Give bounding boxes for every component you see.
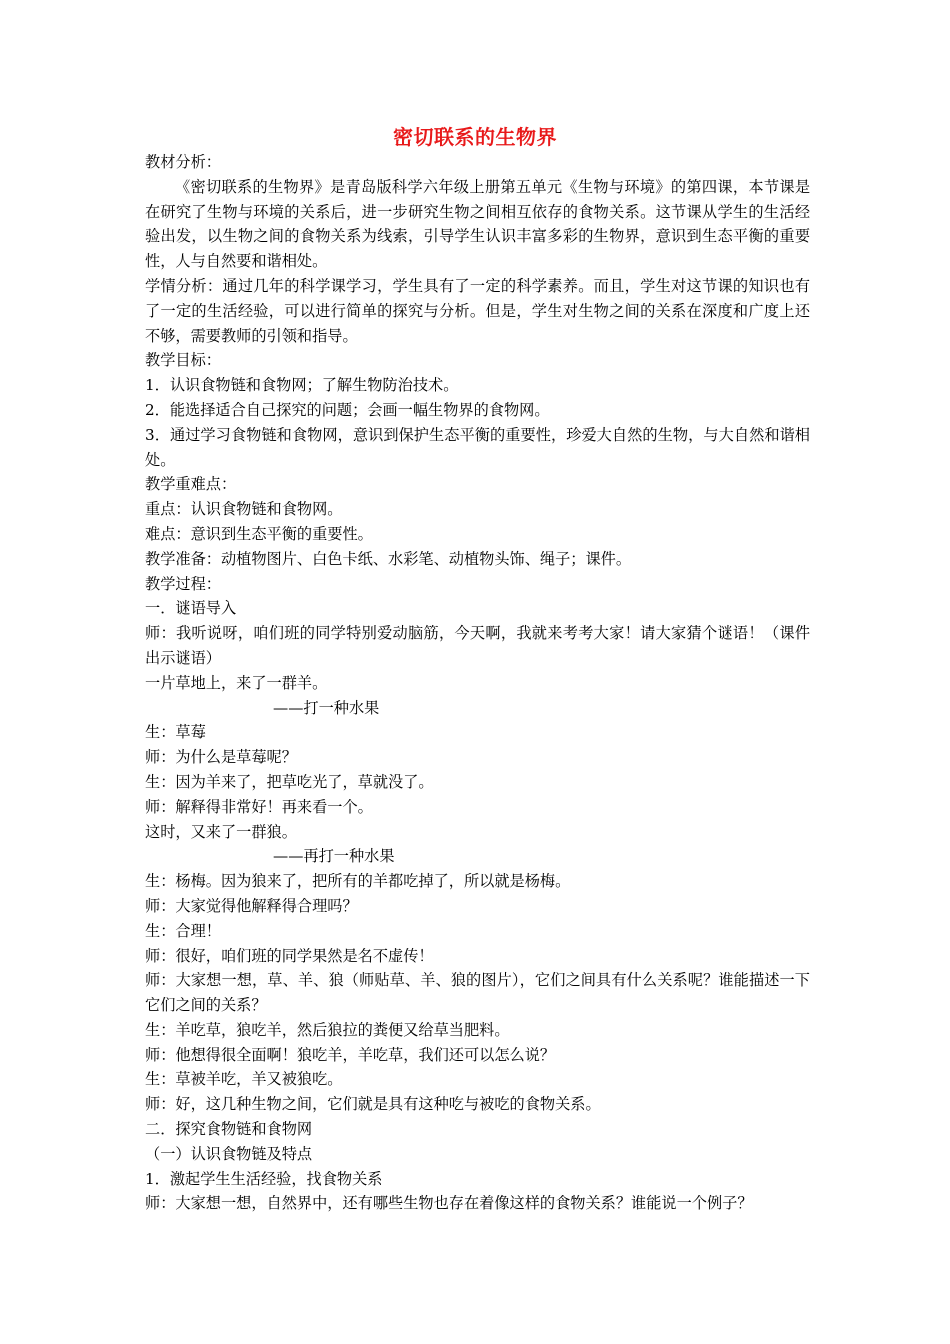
paragraph: 生：合理！ bbox=[145, 921, 221, 940]
paragraph: ——再打一种水果 bbox=[273, 847, 395, 866]
paragraph: 生：草莓 bbox=[145, 723, 206, 742]
paragraph: 师：为什么是草莓呢？ bbox=[145, 748, 297, 767]
paragraph: 生：羊吃草，狼吃羊，然后狼拉的粪便又给草当肥料。 bbox=[145, 1020, 510, 1039]
paragraph: 师：大家想一想，自然界中，还有哪些生物也存在着像这样的食物关系？谁能说一个例子？ bbox=[145, 1194, 753, 1213]
paragraph: 重点：认识食物链和食物网。 bbox=[145, 500, 343, 519]
paragraph: 难点：意识到生态平衡的重要性。 bbox=[145, 524, 373, 543]
paragraph: 师：大家觉得他解释得合理吗？ bbox=[145, 896, 358, 915]
paragraph: ——打一种水果 bbox=[273, 698, 380, 717]
paragraph: 师：很好，咱们班的同学果然是名不虚传！ bbox=[145, 946, 434, 965]
paragraph: 教学重难点： bbox=[145, 475, 237, 494]
paragraph: 3．通过学习食物链和食物网，意识到保护生态平衡的重要性，珍爱大自然的生物，与大自然和谐相处。 bbox=[145, 425, 810, 469]
paragraph: 《密切联系的生物界》是青岛版科学六年级上册第五单元《生物与环境》的第四课，本节课是在研究了生物与环境的关系后，进一步研究生物之间相互依存的食物关系。这节课从学生的生活经验出发，以生物之间的食物关系为线索，引导学生认识丰富多彩的生物界，意识到生态平衡的重要性，人与自然要和谐相处。 bbox=[145, 177, 810, 271]
paragraph: 生：因为羊来了，把草吃光了，草就没了。 bbox=[145, 772, 434, 791]
paragraph: 师：好，这几种生物之间，它们就是具有这种吃与被吃的食物关系。 bbox=[145, 1095, 601, 1114]
paragraph: 教学目标： bbox=[145, 351, 221, 370]
paragraph: 一片草地上，来了一群羊。 bbox=[145, 673, 328, 692]
paragraph: 师：我听说呀，咱们班的同学特别爱动脑筋，今天啊，我就来考考大家！请大家猜个谜语！（课件出示谜语） bbox=[145, 624, 810, 667]
paragraph: 一．谜语导入 bbox=[145, 599, 237, 618]
paragraph: 这时，又来了一群狼。 bbox=[145, 822, 297, 841]
paragraph: 二．探究食物链和食物网 bbox=[145, 1120, 313, 1139]
document-body bbox=[145, 150, 810, 1216]
paragraph: 1．激起学生生活经验，找食物关系 bbox=[145, 1169, 383, 1188]
paragraph: 教学过程： bbox=[145, 574, 221, 593]
paragraph: 1．认识食物链和食物网；了解生物防治技术。 bbox=[145, 376, 459, 395]
document-title: 密切联系的生物界 bbox=[393, 125, 557, 149]
paragraph: 师：解释得非常好！再来看一个。 bbox=[145, 797, 373, 816]
paragraph: 师：他想得很全面啊！狼吃羊，羊吃草，我们还可以怎么说？ bbox=[145, 1045, 556, 1064]
paragraph: 师：大家想一想，草、羊、狼（师贴草、羊、狼的图片），它们之间具有什么关系呢？谁能描述一下它们之间的关系？ bbox=[145, 971, 810, 1015]
paragraph: 学情分析：通过几年的科学课学习，学生具有了一定的科学素养。而且，学生对这节课的知识也有了一定的生活经验，可以进行简单的探究与分析。但是，学生对生物之间的关系在深度和广度上还不够，需要教师的引领和指导。 bbox=[145, 276, 810, 345]
paragraph: 教学准备：动植物图片、白色卡纸、水彩笔、动植物头饰、绳子；课件。 bbox=[145, 549, 631, 568]
paragraph: 2．能选择适合自己探究的问题；会画一幅生物界的食物网。 bbox=[145, 400, 550, 419]
paragraph: （一）认识食物链及特点 bbox=[145, 1144, 313, 1163]
paragraph: 教材分析： bbox=[145, 153, 221, 171]
paragraph: 生：草被羊吃，羊又被狼吃。 bbox=[145, 1070, 343, 1089]
paragraph: 生：杨梅。因为狼来了，把所有的羊都吃掉了，所以就是杨梅。 bbox=[145, 872, 571, 891]
